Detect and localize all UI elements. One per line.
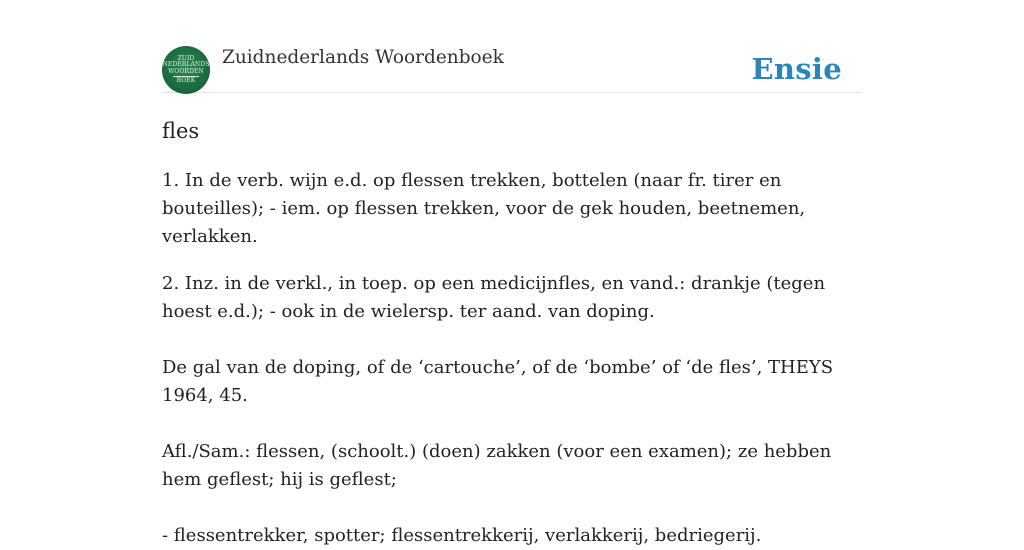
entry-card — [162, 0, 862, 550]
logo-text-line: WOORDEN — [168, 67, 204, 75]
citation-paragraph: De gal van de doping, of de ‘cartouche’, of de ‘bombe’ of ‘de fles’, THEYS 1964, 45. — [162, 357, 834, 406]
logo-text-line: BOEK — [176, 77, 196, 84]
site-logo-icon[interactable] — [162, 46, 210, 94]
definition-paragraph: 2. Inz. in de verkl., in toep. op een medicijnfles, en vand.: drankje (tegen hoest e.d.); - ook in de wielersp. ter aand. van doping. — [162, 273, 826, 322]
derivations-paragraph: Afl./Sam.: flessen, (schoolt.) (doen) zakken (voor een examen); ze hebben hem geflest; hij is geflest; — [162, 441, 832, 490]
logo-text-line: ZUID — [177, 54, 195, 62]
ensie-brand-logo[interactable]: Ensie — [751, 52, 842, 86]
source-dictionary-name[interactable]: Zuidnederlands Woordenboek — [222, 47, 504, 68]
definition-paragraph: 1. In de verb. wijn e.d. op flessen trekken, bottelen (naar fr. tirer en bouteilles); - iem. op flessen trekken, voor de gek houden, beetnemen, verlakken. — [162, 170, 806, 247]
site-header — [162, 0, 862, 93]
entry-headword: fles — [162, 119, 200, 143]
derivations-paragraph: - flessentrekker, spotter; flessentrekkerij, verlakkerij, bedriegerij. — [162, 525, 762, 546]
logo-text-line: NEDERLANDS — [162, 61, 210, 68]
